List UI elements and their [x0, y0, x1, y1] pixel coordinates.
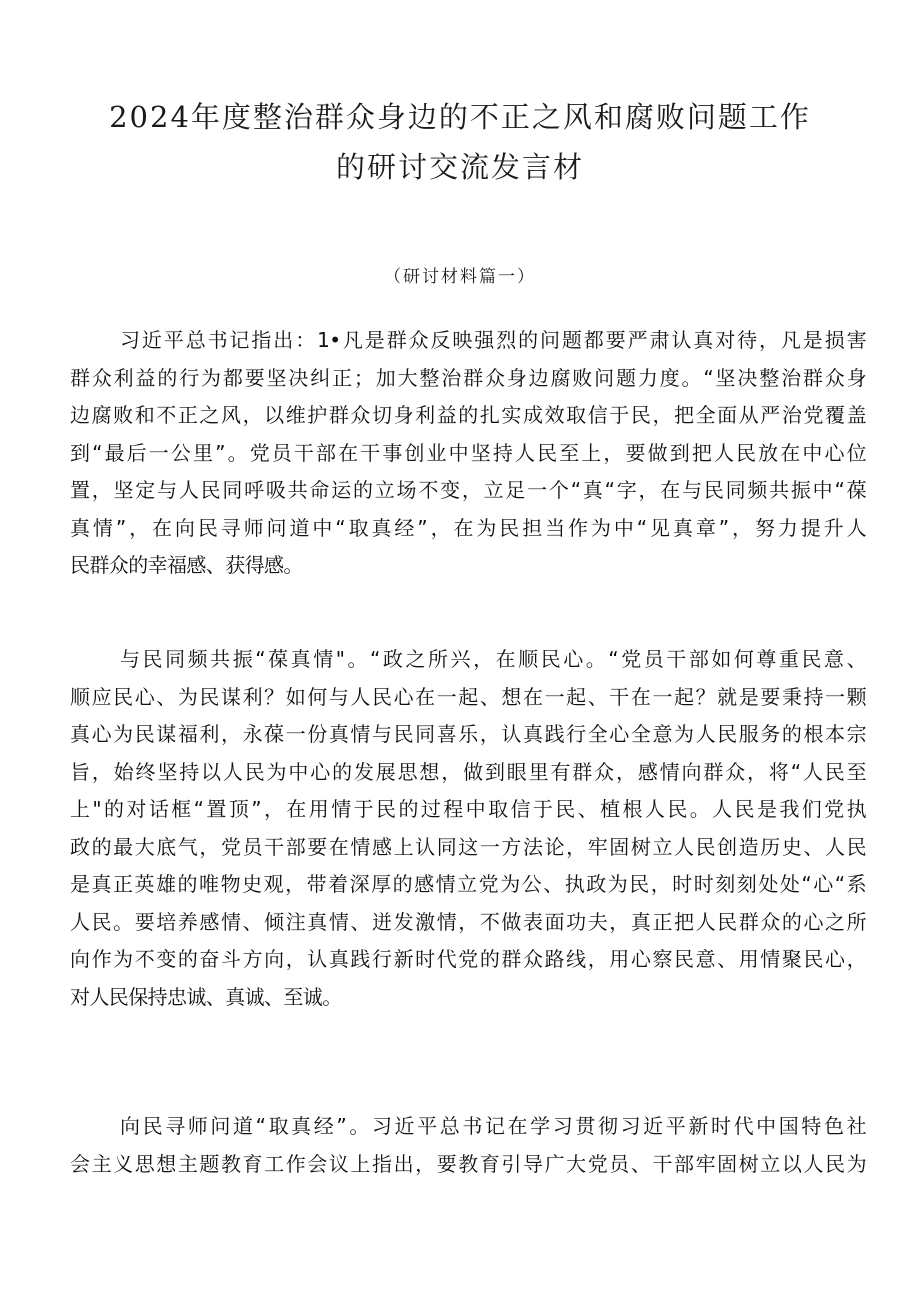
paragraph-line: 会主义思想主题教育工作会议上指出，要教育引导广大党员、干部牢固树立以人民为: [70, 1151, 866, 1176]
paragraph-line: 人民。要培养感情、倾注真情、迸发激情，不做表面功夫，真正把人民群众的心之所: [70, 909, 866, 934]
paragraph-line: 顺应民心、为民谋利？如何与人民心在一起、想在一起、干在一起？就是要秉持一颗: [70, 684, 866, 709]
paragraph-line: 向民寻师问道“取真经”。习近平总书记在学习贯彻习近平新时代中国特色社: [120, 1114, 866, 1138]
paragraph-line: 真心为民谋福利，永葆一份真情与民同喜乐，认真践行全心全意为人民服务的根本宗: [70, 722, 866, 746]
paragraph-line: 旨，始终坚持以人民为中心的发展思想，做到眼里有群众，感情向群众，将“人民至: [70, 759, 866, 784]
paragraph-line: 群众利益的行为都要坚决纠正；加大整治群众身边腐败问题力度。“坚决整治群众身: [70, 365, 866, 390]
paragraph-line: 习近平总书记指出：1•凡是群众反映强烈的问题都要严肃认真对待，凡是损害: [120, 328, 866, 352]
paragraph-line: 置，坚定与人民同呼吸共命运的立场不变，立足一个“真“字，在与民同频共振中“葆: [70, 478, 866, 502]
document-subtitle: （研讨材料篇一）: [384, 267, 536, 287]
paragraph-line: 是真正英雄的唯物史观，带着深厚的感情立党为公、执政为民，时时刻刻处处“心“系: [70, 872, 866, 896]
paragraph-line: 真情”，在向民寻师问道中“取真经”，在为民担当作为中“见真章”，努力提升人: [70, 515, 866, 540]
paragraph-line: 与民同频共振“葆真情"。“政之所兴，在顺民心。“党员干部如何尊重民意、: [120, 647, 866, 671]
paragraph-3: [70, 1108, 866, 1183]
title-line-1: 2024年度整治群众身边的不正之风和腐败问题工作: [109, 100, 811, 134]
paragraph-line: 上"的对话框“置顶”，在用情于民的过程中取信于民、植根人民。人民是我们党执: [70, 797, 866, 821]
paragraph-2: [70, 641, 866, 1016]
paragraph-line: 边腐败和不正之风，以维护群众切身利益的扎实成效取信于民，把全面从严治党覆盖: [70, 403, 866, 427]
document-title: [70, 92, 850, 192]
paragraph-line: 向作为不变的奋斗方向，认真践行新时代党的群众路线，用心察民意、用情聚民心，: [70, 947, 866, 971]
paragraph-line: 对人民保持忠诚、真诚、至诚。: [70, 984, 342, 1009]
title-line-2: 的研讨交流发言材: [335, 150, 584, 184]
paragraph-1: [70, 322, 866, 585]
paragraph-line: 政的最大底气，党员干部要在情感上认同这一方法论，牢固树立人民创造历史、人民: [70, 834, 866, 859]
paragraph-line: 民群众的幸福感、获得感。: [70, 553, 303, 577]
paragraph-line: 到“最后一公里”。党员干部在干事创业中坚持人民至上，要做到把人民放在中心位: [70, 440, 866, 465]
